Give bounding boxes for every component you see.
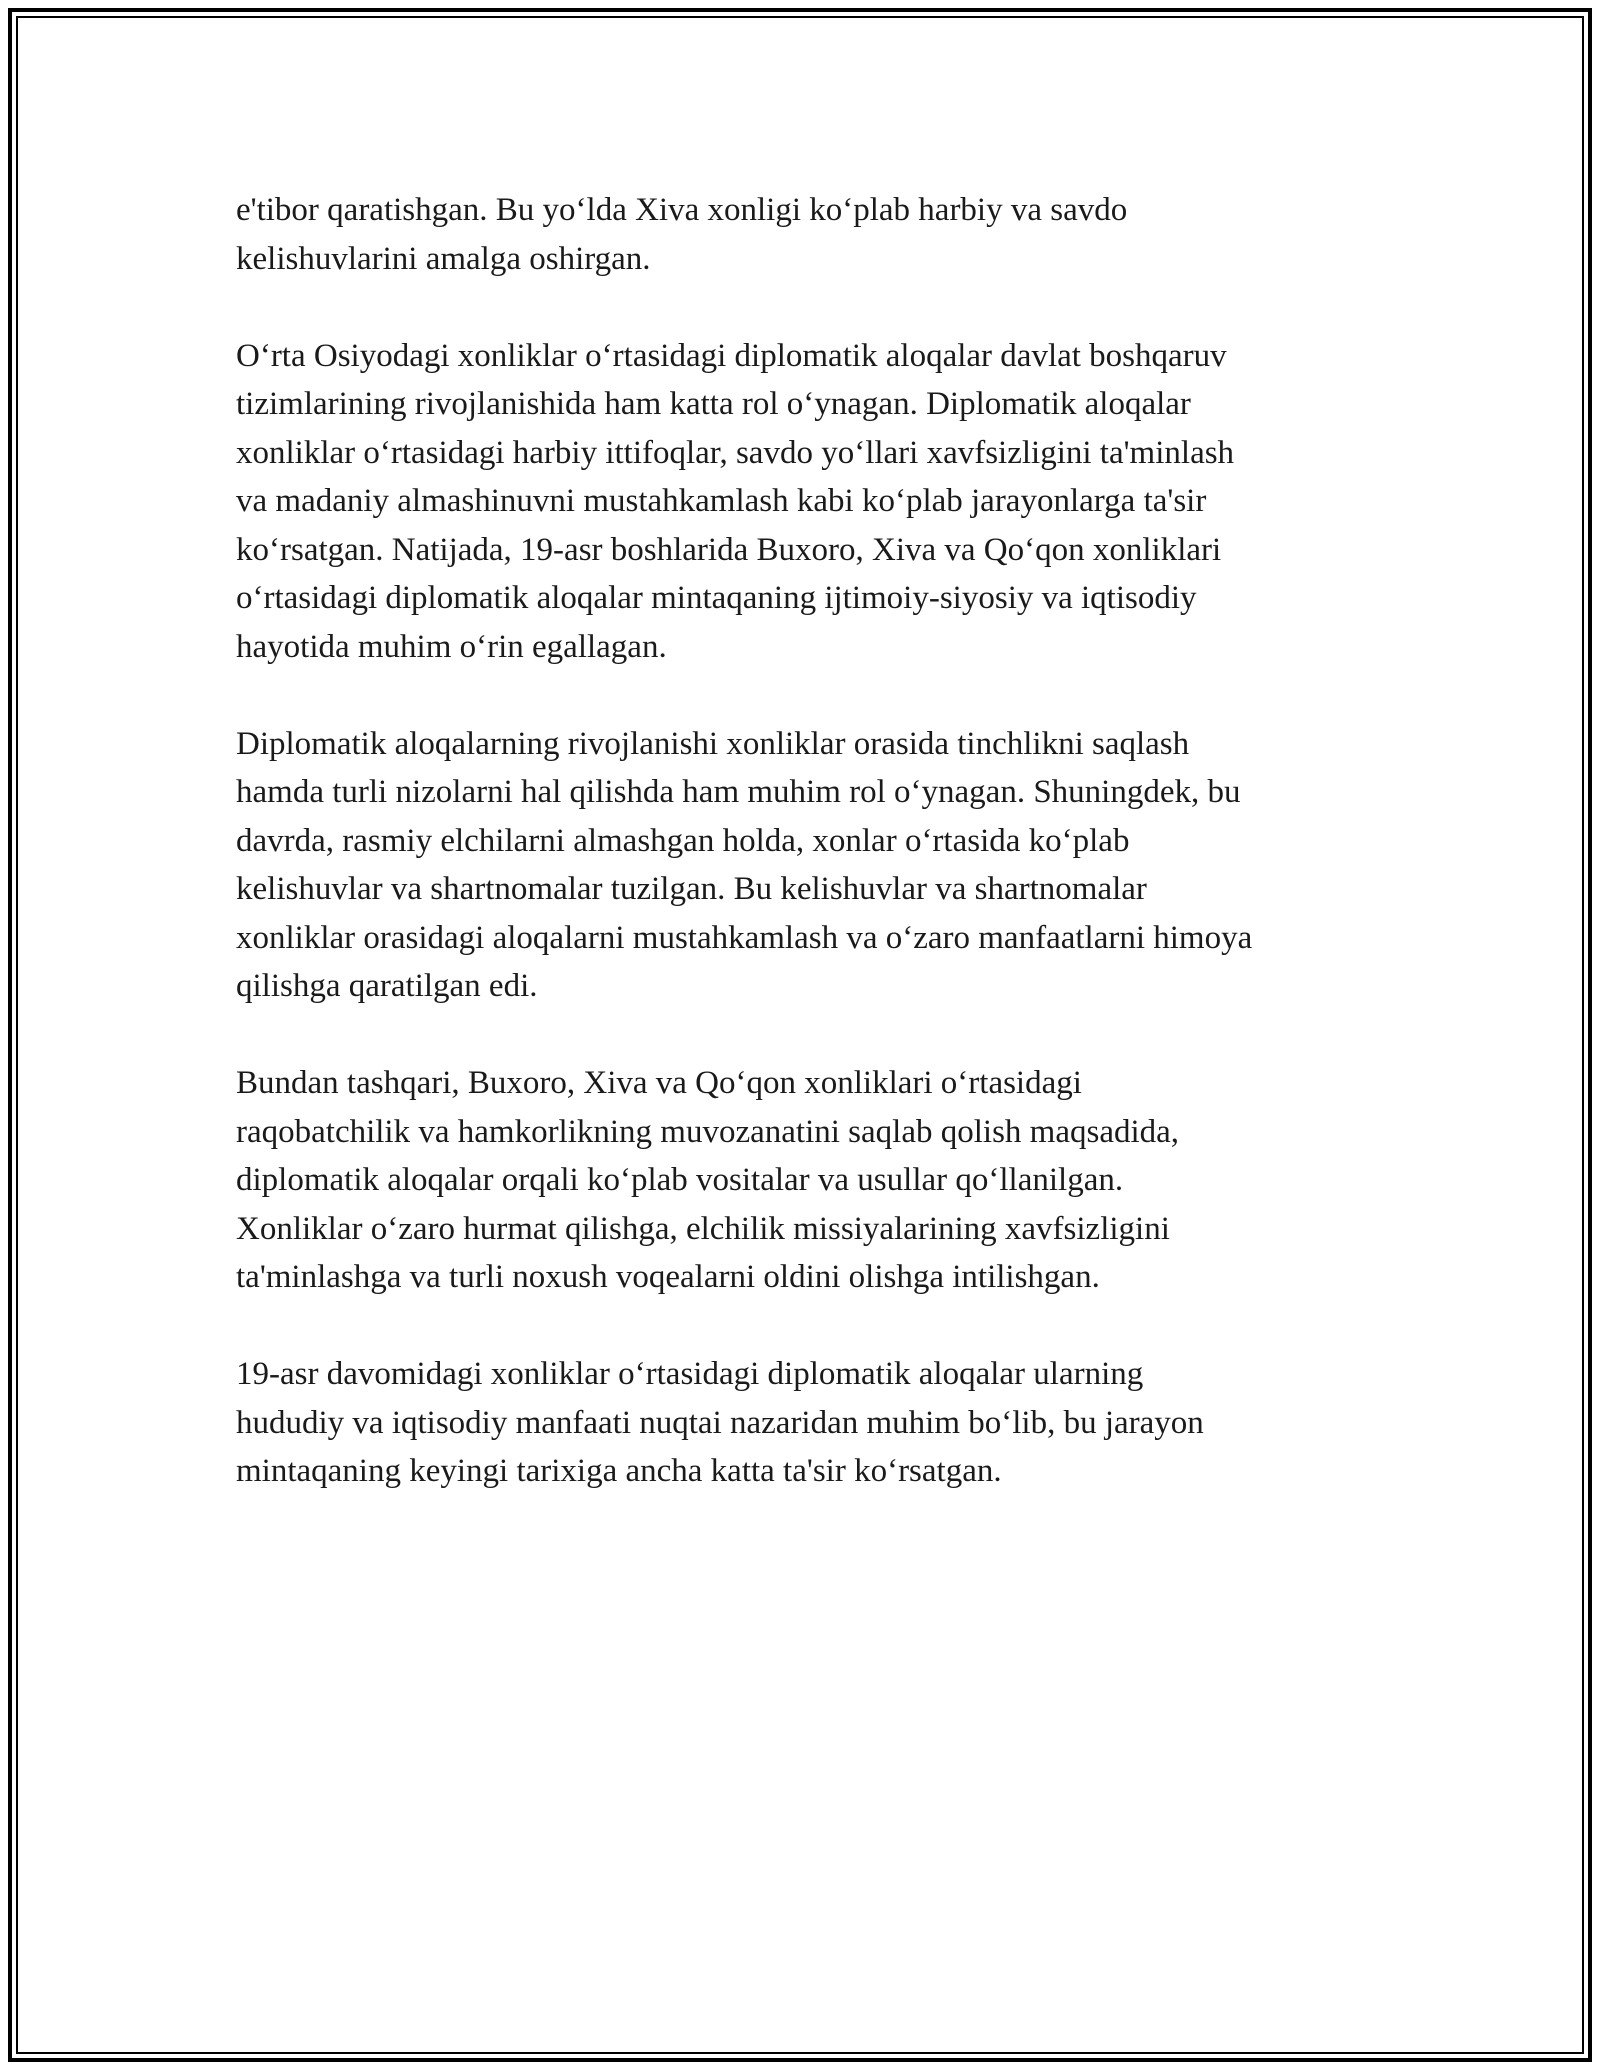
text-line: kelishuvlarini amalga oshirgan.: [236, 240, 651, 277]
text-line: davrda, rasmiy elchilarni almashgan holda, xonlar o‘rtasida ko‘plab: [236, 822, 1130, 859]
text-line: o‘rtasidagi diplomatik aloqalar mintaqaning ijtimoiy-siyosiy va iqtisodiy: [236, 580, 1197, 616]
text-line: hududiy va iqtisodiy manfaati nuqtai nazaridan muhim bo‘lib, bu jarayon: [236, 1404, 1204, 1441]
paragraph-5: [236, 1350, 1386, 1496]
text-line: diplomatik aloqalar orqali ko‘plab vositalar va usullar qo‘llanilgan.: [236, 1162, 1124, 1198]
text-line: tizimlarining rivojlanishida ham katta rol o‘ynagan. Diplomatik aloqalar: [236, 386, 1191, 422]
paragraph-3: [236, 720, 1386, 1011]
text-line: hayotida muhim o‘rin egallagan.: [236, 628, 667, 665]
text-line: xonliklar o‘rtasidagi harbiy ittifoqlar, savdo yo‘llari xavfsizligini ta'minlash: [236, 434, 1235, 471]
text-line: Diplomatik aloqalarning rivojlanishi xonliklar orasida tinchlikni saqlash: [236, 725, 1190, 762]
text-line: e'tibor qaratishgan. Bu yo‘lda Xiva xonligi ko‘plab harbiy va savdo: [236, 192, 1128, 228]
text-line: raqobatchilik va hamkorlikning muvozanatini saqlab qolish maqsadida,: [236, 1113, 1180, 1150]
text-line: 19-asr davomidagi xonliklar o‘rtasidagi diplomatik aloqalar ularning: [236, 1356, 1144, 1392]
text-line: mintaqaning keyingi tarixiga ancha katta ta'sir ko‘rsatgan.: [236, 1453, 1002, 1489]
text-line: xonliklar orasidagi aloqalarni mustahkamlash va o‘zaro manfaatlarni himoya: [236, 919, 1253, 956]
text-line: kelishuvlar va shartnomalar tuzilgan. Bu kelishuvlar va shartnomalar: [236, 871, 1147, 907]
text-line: qilishga qaratilgan edi.: [236, 968, 538, 1004]
text-line: O‘rta Osiyodagi xonliklar o‘rtasidagi diplomatik aloqalar davlat boshqaruv: [236, 337, 1227, 374]
paragraph-4: [236, 1059, 1386, 1302]
text-line: ko‘rsatgan. Natijada, 19-asr boshlarida Buxoro, Xiva va Qo‘qon xonliklari: [236, 531, 1222, 568]
text-line: Bundan tashqari, Buxoro, Xiva va Qo‘qon xonliklari o‘rtasidagi: [236, 1065, 1082, 1101]
text-line: va madaniy almashinuvni mustahkamlash kabi ko‘plab jarayonlarga ta'sir: [236, 483, 1207, 519]
text-line: hamda turli nizolarni hal qilishda ham muhim rol o‘ynagan. Shuningdek, bu: [236, 774, 1241, 810]
text-line: ta'minlashga va turli noxush voqealarni oldini olishga intilishgan.: [236, 1259, 1100, 1295]
paragraph-2: [236, 332, 1386, 672]
paragraph-1: [236, 186, 1386, 283]
text-line: Xonliklar o‘zaro hurmat qilishga, elchilik missiyalarining xavfsizligini: [236, 1210, 1170, 1247]
document-body: [236, 186, 1386, 1544]
